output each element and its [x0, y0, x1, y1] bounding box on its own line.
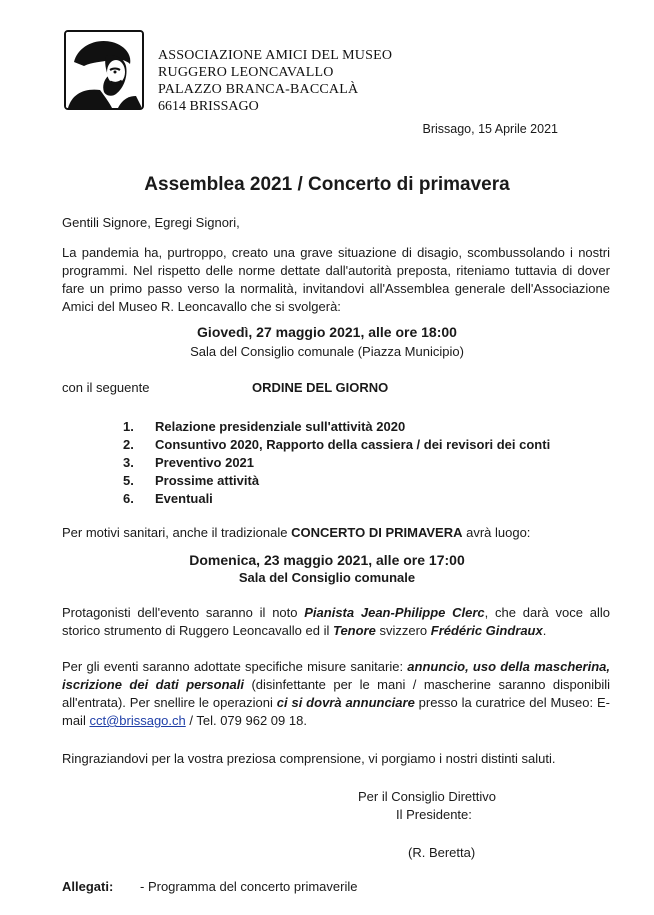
protagonists-paragraph	[62, 604, 610, 640]
agenda-item-number: 2.	[123, 437, 134, 452]
measures-bold-1: annuncio, uso della mascherina, iscrizione dei dati personali	[62, 659, 610, 692]
association-logo	[64, 30, 144, 110]
assembly-when: Giovedì, 27 maggio 2021, alle ore 18:00	[197, 324, 457, 340]
agenda-item-number: 3.	[123, 455, 134, 470]
agenda-item	[123, 436, 550, 454]
agenda-item-number: 1.	[123, 419, 134, 434]
agenda-heading: ORDINE DEL GIORNO	[252, 380, 389, 395]
concert-highlight: CONCERTO DI PRIMAVERA	[291, 525, 463, 540]
email-link[interactable]: cct@brissago.ch	[89, 713, 186, 728]
agenda-list	[123, 418, 550, 508]
document-title: Assemblea 2021 / Concerto di primavera	[144, 174, 510, 195]
protagonists-text-4: .	[542, 623, 547, 638]
measures-paragraph	[62, 658, 610, 730]
signature-name: (R. Beretta)	[408, 845, 476, 860]
concert-intro-after: avrà luogo:	[462, 525, 531, 540]
org-line-4: 6614 BRISSAGO	[158, 99, 259, 114]
signature-line-2: Il Presidente:	[396, 807, 472, 822]
signature-line-1: Per il Consiglio Direttivo	[358, 789, 496, 804]
intro-paragraph: La pandemia ha, purtroppo, creato una grave situazione di disagio, scombussolando i nostri programmi. Nel rispetto delle norme dettate dall'autorità preposta, riteniamo tuttavia di dover fare un primo passo verso la normalità, invitandovi all'Assemblea generale dell'Associazione Amici del Museo R. Leoncavallo che si svolgerà:	[62, 245, 610, 314]
closing-paragraph: Ringraziandovi per la vostra preziosa comprensione, vi porgiamo i nostri distinti saluti.	[62, 751, 556, 766]
concert-intro	[62, 524, 610, 542]
org-line-2: RUGGERO LEONCAVALLO	[158, 65, 334, 80]
concert-where: Sala del Consiglio comunale	[238, 570, 416, 585]
measures-text-2: (disinfettante per le mani / mascherine saranno disponibili all'entrata). Per snellire le operazioni	[62, 677, 610, 710]
protagonists-text-2: , che darà voce allo storico strumento di Ruggero Leoncavallo ed il	[62, 605, 610, 638]
concert-intro-text: Per motivi sanitari, anche il tradizionale	[62, 525, 292, 540]
agenda-item	[123, 418, 550, 436]
agenda-item-text: Prossime attività	[155, 473, 260, 488]
agenda-item-number: 6.	[123, 491, 134, 506]
leoncavallo-portrait-icon	[66, 32, 142, 108]
org-line-1: ASSOCIAZIONE AMICI DEL MUSEO	[158, 48, 393, 63]
agenda-item	[123, 454, 550, 472]
protagonists-text-1: Protagonisti dell'evento saranno il noto	[62, 605, 305, 620]
attachments-item: - Programma del concerto primaverile	[140, 879, 358, 894]
org-line-3: PALAZZO BRANCA-BACCALÀ	[158, 82, 359, 97]
agenda-item-text: Consuntivo 2020, Rapporto della cassiera / dei revisori dei conti	[155, 437, 551, 452]
organization-address	[158, 47, 392, 115]
attachments-label: Allegati:	[62, 879, 114, 894]
agenda-item-text: Eventuali	[155, 491, 213, 506]
concert-when: Domenica, 23 maggio 2021, alle ore 17:00	[189, 552, 465, 568]
assembly-where: Sala del Consiglio comunale (Piazza Municipio)	[190, 344, 464, 359]
protagonists-text-3: svizzero	[375, 623, 431, 638]
measures-text-4: / Tel. 079 962 09 18.	[185, 713, 307, 728]
tenor-label: Tenore	[332, 623, 376, 638]
measures-text-1: Per gli eventi saranno adottate specifiche misure sanitarie:	[62, 659, 408, 674]
agenda-item	[123, 490, 550, 508]
measures-bold-2: ci si dovrà annunciare	[276, 695, 415, 710]
agenda-item	[123, 472, 550, 490]
salutation: Gentili Signore, Egregi Signori,	[62, 215, 240, 230]
place-date: Brissago, 15 Aprile 2021	[422, 122, 558, 136]
tenor-name: Frédéric Gindraux	[430, 623, 543, 638]
agenda-item-text: Relazione presidenziale sull'attività 2020	[155, 419, 406, 434]
pianist-name: Pianista Jean-Philippe Clerc	[304, 605, 485, 620]
agenda-item-text: Preventivo 2021	[155, 455, 255, 470]
agenda-lead: con il seguente	[62, 380, 150, 395]
agenda-item-number: 5.	[123, 473, 134, 488]
measures-text-3: presso la curatrice del Museo: E-mail	[62, 695, 610, 728]
